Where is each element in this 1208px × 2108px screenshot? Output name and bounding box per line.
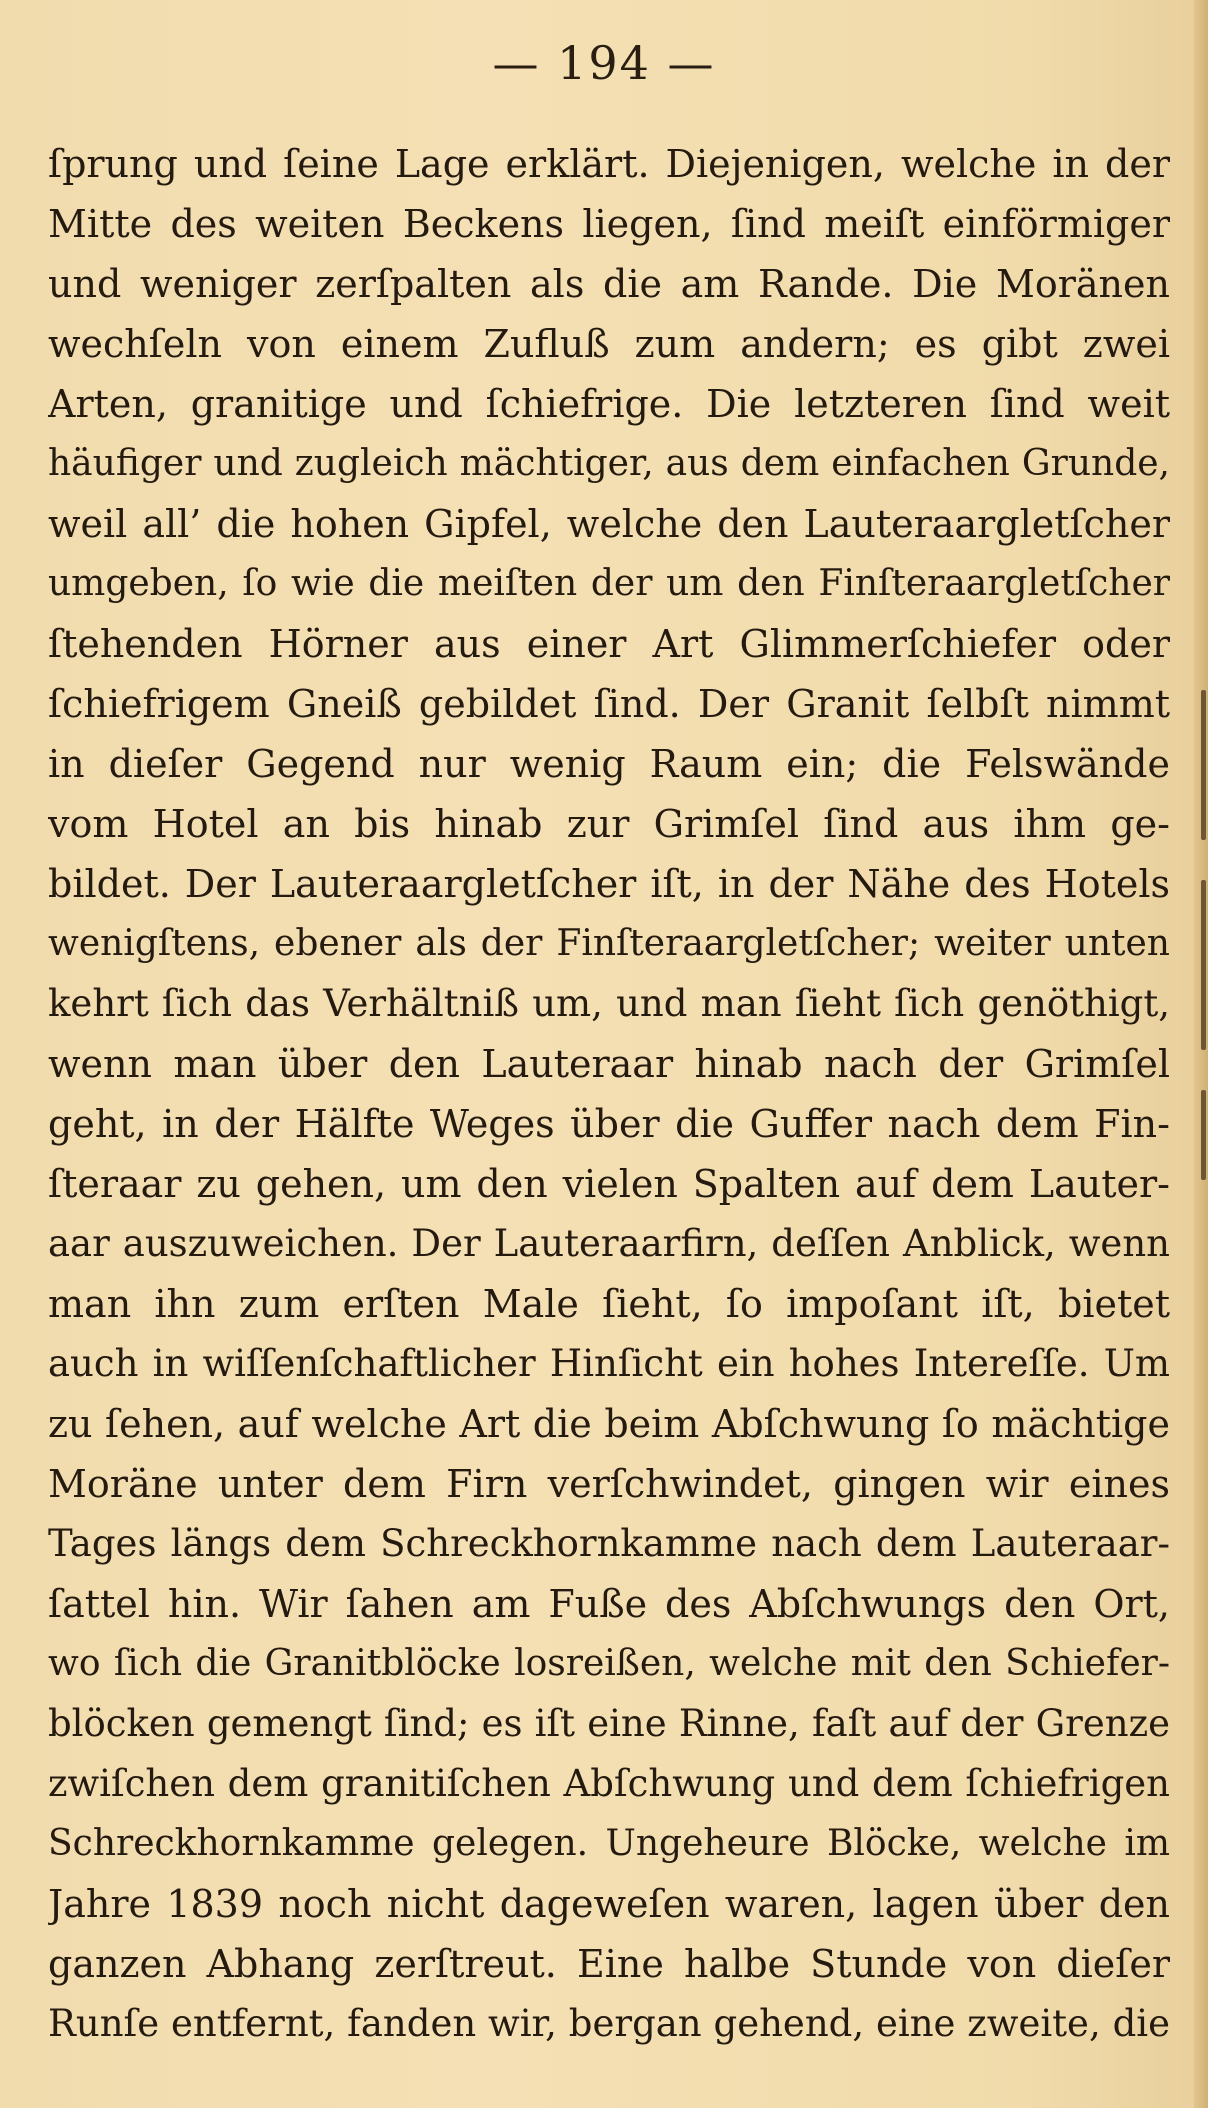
text-line: ſchiefrigem Gneiß gebildet ſind. Der Granit ſelbſt nimmt <box>48 682 1170 726</box>
text-line: vom Hotel an bis hinab zur Grimſel ſind aus ihm ge- <box>48 802 1170 846</box>
text-line: blöcken gemengt ſind; es iſt eine Rinne, faſt auf der Grenze <box>48 1702 1170 1745</box>
text-line: ſtehenden Hörner aus einer Art Glimmerſchiefer oder <box>48 622 1170 666</box>
text-line: wenigſtens, ebener als der Finſteraargletſcher; weiter unten <box>48 923 1170 964</box>
text-line: wenn man über den Lauteraar hinab nach der Grimſel <box>48 1042 1170 1086</box>
text-line: kehrt ſich das Verhältniß um, und man ſieht ſich genöthigt, <box>48 982 1170 1025</box>
text-line: auch in wiſſenſchaftlicher Hinſicht ein hohes Intereſſe. Um <box>48 1342 1170 1385</box>
text-line: Jahre 1839 noch nicht dageweſen waren, lagen über den <box>48 1882 1170 1926</box>
text-line: wo ſich die Granitblöcke losreißen, welche mit den Schiefer- <box>48 1643 1170 1684</box>
text-line: Schreckhornkamme gelegen. Ungeheure Blöcke, welche im <box>48 1823 1170 1864</box>
text-line: ſteraar zu gehen, um den vielen Spalten auf dem Lauter- <box>48 1162 1170 1206</box>
edge-mark <box>1201 690 1206 840</box>
text-line: zu ſehen, auf welche Art die beim Abſchwung ſo mächtige <box>48 1402 1170 1446</box>
text-line: zwiſchen dem granitiſchen Abſchwung und dem ſchiefrigen <box>48 1762 1170 1805</box>
text-line: Tages längs dem Schreckhornkamme nach dem Lauteraar- <box>48 1522 1170 1565</box>
text-line: Runſe entfernt, fanden wir, bergan gehend, eine zweite, die <box>48 2002 1170 2045</box>
body-text <box>48 134 1170 2054</box>
text-line: geht, in der Hälfte Weges über die Guffer nach dem Fin- <box>48 1102 1170 1146</box>
text-line: weil all’ die hohen Gipfel, welche den Lauteraargletſcher <box>48 502 1170 546</box>
text-line: ſprung und ſeine Lage erklärt. Diejenigen, welche in der <box>48 142 1170 186</box>
text-line: ſattel hin. Wir ſahen am Fuße des Abſchwungs den Ort, <box>48 1582 1170 1626</box>
text-line: in dieſer Gegend nur wenig Raum ein; die Felswände <box>48 742 1170 786</box>
text-line: häufiger und zugleich mächtiger, aus dem einfachen Grunde, <box>48 443 1170 484</box>
text-line: wechſeln von einem Zufluß zum andern; es gibt zwei <box>48 322 1170 366</box>
text-line: umgeben, ſo wie die meiſten der um den Finſteraargletſcher <box>48 563 1170 604</box>
text-line: Moräne unter dem Firn verſchwindet, gingen wir eines <box>48 1462 1170 1506</box>
edge-mark <box>1201 1090 1206 1180</box>
page-number: — 194 — <box>492 36 716 90</box>
text-line: Arten, granitige und ſchiefrige. Die letzteren ſind weit <box>48 382 1170 426</box>
text-line: ganzen Abhang zerſtreut. Eine halbe Stunde von dieſer <box>48 1942 1170 1986</box>
edge-mark <box>1201 880 1206 1050</box>
text-line: man ihn zum erſten Male ſieht, ſo impoſant iſt, bietet <box>48 1282 1170 1326</box>
text-line: Mitte des weiten Beckens liegen, ſind meiſt einförmiger <box>48 202 1170 246</box>
text-line: und weniger zerſpalten als die am Rande. Die Moränen <box>48 262 1170 306</box>
page-edge-shadow <box>1194 0 1208 2108</box>
text-line: bildet. Der Lauteraargletſcher iſt, in der Nähe des Hotels <box>48 862 1170 906</box>
text-line: aar auszuweichen. Der Lauteraarfirn, deſſen Anblick, wenn <box>48 1222 1170 1265</box>
